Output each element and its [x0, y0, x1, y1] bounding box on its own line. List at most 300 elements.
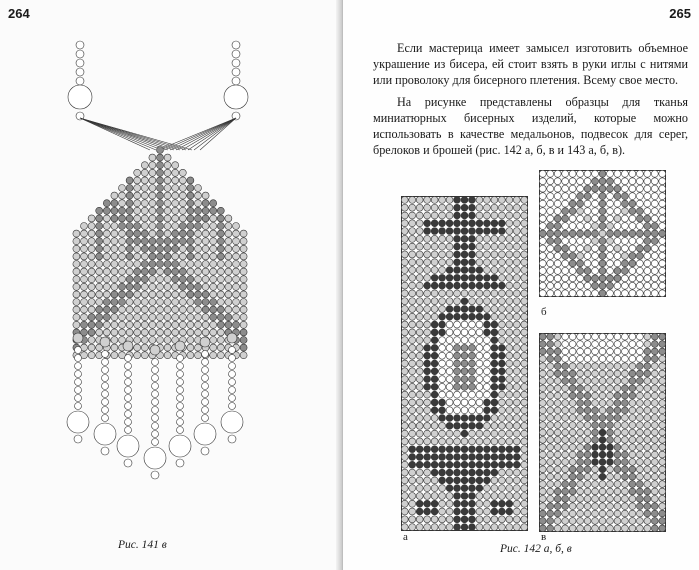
- bead: [659, 290, 666, 297]
- bead: [126, 329, 133, 336]
- bead: [569, 267, 576, 274]
- bead: [651, 363, 658, 370]
- bead: [439, 477, 446, 484]
- bead: [469, 267, 476, 274]
- bead: [569, 200, 576, 207]
- bead: [506, 493, 513, 500]
- bead: [659, 488, 666, 495]
- bead: [554, 429, 561, 436]
- bead: [491, 204, 498, 211]
- bead: [498, 313, 505, 320]
- bead: [584, 400, 591, 407]
- bead: [614, 378, 621, 385]
- bead: [81, 223, 88, 230]
- bead: [225, 230, 232, 237]
- bead: [498, 461, 505, 468]
- bead: [636, 429, 643, 436]
- bead: [577, 378, 584, 385]
- bead: [439, 368, 446, 375]
- bead: [461, 329, 468, 336]
- bead: [424, 352, 431, 359]
- bead: [539, 341, 546, 348]
- bead: [225, 238, 232, 245]
- bead: [149, 291, 156, 298]
- bead: [88, 314, 95, 321]
- bead: [476, 298, 483, 305]
- bead: [614, 481, 621, 488]
- bead: [461, 352, 468, 359]
- bead: [401, 477, 408, 484]
- bead: [439, 298, 446, 305]
- bead: [521, 461, 528, 468]
- bead: [96, 268, 103, 275]
- bead: [179, 306, 186, 313]
- bead: [88, 238, 95, 245]
- bead: [157, 207, 164, 214]
- bead: [225, 253, 232, 260]
- bead: [164, 253, 171, 260]
- bead: [179, 169, 186, 176]
- bead: [454, 422, 461, 429]
- bead: [454, 438, 461, 445]
- bead: [513, 376, 520, 383]
- bead: [439, 508, 446, 515]
- bead: [569, 290, 576, 297]
- bead: [96, 291, 103, 298]
- bead: [498, 235, 505, 242]
- bead: [454, 477, 461, 484]
- bead: [644, 422, 651, 429]
- bead: [562, 488, 569, 495]
- bead: [506, 477, 513, 484]
- bead: [431, 344, 438, 351]
- bead: [636, 252, 643, 259]
- bead: [599, 503, 606, 510]
- bead: [521, 204, 528, 211]
- bead: [599, 170, 606, 177]
- bead: [409, 524, 416, 531]
- bead: [217, 215, 224, 222]
- bead: [202, 299, 209, 306]
- bead: [599, 363, 606, 370]
- bead: [599, 495, 606, 502]
- bead: [513, 267, 520, 274]
- bead: [584, 525, 591, 532]
- bead: [506, 298, 513, 305]
- bead: [513, 306, 520, 313]
- bead: [221, 411, 243, 433]
- bead: [102, 407, 109, 414]
- bead: [409, 352, 416, 359]
- page-number-left: 264: [8, 6, 30, 21]
- bead: [539, 444, 546, 451]
- bead: [149, 329, 156, 336]
- bead: [483, 259, 490, 266]
- bead: [491, 360, 498, 367]
- bead: [569, 451, 576, 458]
- bead: [607, 488, 614, 495]
- bead: [607, 503, 614, 510]
- bead: [599, 518, 606, 525]
- bead: [431, 461, 438, 468]
- bead: [424, 368, 431, 375]
- bead: [622, 355, 629, 362]
- bead: [607, 400, 614, 407]
- bead: [562, 495, 569, 502]
- bead: [179, 253, 186, 260]
- bead: [491, 415, 498, 422]
- bead: [607, 245, 614, 252]
- bead: [401, 461, 408, 468]
- bead: [446, 235, 453, 242]
- bead: [498, 337, 505, 344]
- bead: [513, 383, 520, 390]
- bead: [498, 267, 505, 274]
- bead: [134, 276, 141, 283]
- bead: [476, 235, 483, 242]
- bead: [547, 422, 554, 429]
- bead: [562, 245, 569, 252]
- bead: [607, 473, 614, 480]
- bead: [644, 193, 651, 200]
- bead: [506, 204, 513, 211]
- bead: [141, 169, 148, 176]
- bead: [562, 200, 569, 207]
- bead: [622, 341, 629, 348]
- bead: [476, 360, 483, 367]
- bead: [461, 430, 468, 437]
- bead: [629, 185, 636, 192]
- bead: [506, 407, 513, 414]
- bead: [225, 321, 232, 328]
- bead: [599, 407, 606, 414]
- bead: [454, 446, 461, 453]
- bead: [409, 368, 416, 375]
- bead: [554, 238, 561, 245]
- bead: [172, 215, 179, 222]
- bead: [476, 204, 483, 211]
- bead: [401, 485, 408, 492]
- bead: [119, 230, 126, 237]
- bead: [644, 459, 651, 466]
- bead: [636, 267, 643, 274]
- bead: [225, 268, 232, 275]
- bead: [446, 337, 453, 344]
- bead: [659, 355, 666, 362]
- bead: [592, 466, 599, 473]
- bead: [233, 321, 240, 328]
- bead: [592, 223, 599, 230]
- bead: [483, 438, 490, 445]
- bead: [592, 238, 599, 245]
- bead: [592, 260, 599, 267]
- bead: [446, 243, 453, 250]
- bead: [416, 415, 423, 422]
- bead: [629, 392, 636, 399]
- bead: [513, 352, 520, 359]
- bead: [454, 329, 461, 336]
- body-text: [373, 40, 688, 164]
- bead: [599, 282, 606, 289]
- bead: [119, 261, 126, 268]
- bead: [179, 200, 186, 207]
- bead: [149, 314, 156, 321]
- bead: [554, 223, 561, 230]
- paragraph: На рисунке представлены образцы для тканья миниатюрных бисерных изделий, которые можно использовать в качестве медальонов, подвесок для серег, брелоков и брошей (рис. 142 а, б, в и 143 а, б, в).: [373, 95, 688, 157]
- bead: [461, 446, 468, 453]
- bead: [584, 238, 591, 245]
- bead: [498, 391, 505, 398]
- bead: [409, 500, 416, 507]
- bead: [202, 192, 209, 199]
- bead: [469, 337, 476, 344]
- bead: [152, 383, 159, 390]
- necklace-pattern-figure: [0, 0, 343, 530]
- bead: [195, 344, 202, 351]
- bead: [446, 383, 453, 390]
- bead: [195, 314, 202, 321]
- bead: [210, 291, 217, 298]
- bead: [102, 351, 109, 358]
- bead: [81, 306, 88, 313]
- bead: [469, 360, 476, 367]
- bead: [469, 376, 476, 383]
- bead: [562, 215, 569, 222]
- bead: [476, 485, 483, 492]
- bead: [149, 200, 156, 207]
- bead: [416, 508, 423, 515]
- bead: [416, 235, 423, 242]
- bead: [73, 230, 80, 237]
- bead: [636, 510, 643, 517]
- bead: [491, 446, 498, 453]
- bead: [554, 370, 561, 377]
- bead: [81, 245, 88, 252]
- bead: [103, 314, 110, 321]
- bead: [599, 392, 606, 399]
- bead: [416, 298, 423, 305]
- bead: [88, 344, 95, 351]
- bead: [81, 238, 88, 245]
- bead: [119, 185, 126, 192]
- bead: [521, 399, 528, 406]
- bead: [513, 204, 520, 211]
- bead: [621, 185, 628, 192]
- bead: [144, 447, 166, 469]
- bead: [454, 461, 461, 468]
- bead: [513, 415, 520, 422]
- bead: [569, 230, 576, 237]
- bead: [607, 385, 614, 392]
- bead: [644, 518, 651, 525]
- bead: [483, 477, 490, 484]
- bead: [584, 459, 591, 466]
- bead: [424, 376, 431, 383]
- bead: [621, 178, 628, 185]
- bead: [569, 481, 576, 488]
- bead: [124, 459, 132, 467]
- bead: [476, 446, 483, 453]
- bead: [476, 267, 483, 274]
- bead: [621, 223, 628, 230]
- bead: [454, 500, 461, 507]
- bead: [483, 422, 490, 429]
- bead: [157, 291, 164, 298]
- bead: [461, 274, 468, 281]
- bead: [521, 360, 528, 367]
- bead: [409, 508, 416, 515]
- bead: [513, 430, 520, 437]
- bead: [622, 495, 629, 502]
- bead: [240, 329, 247, 336]
- bead: [439, 516, 446, 523]
- bead: [592, 170, 599, 177]
- bead: [636, 200, 643, 207]
- bead: [217, 238, 224, 245]
- bead: [416, 422, 423, 429]
- bead: [562, 341, 569, 348]
- bead: [491, 383, 498, 390]
- bead: [454, 391, 461, 398]
- bead: [416, 274, 423, 281]
- bead: [506, 446, 513, 453]
- bead: [134, 245, 141, 252]
- bead: [416, 352, 423, 359]
- bead: [202, 238, 209, 245]
- bead: [469, 368, 476, 375]
- bead: [172, 192, 179, 199]
- bead: [179, 283, 186, 290]
- bead: [195, 215, 202, 222]
- bead: [539, 245, 546, 252]
- bead: [141, 352, 148, 359]
- bead: [217, 291, 224, 298]
- bead: [172, 283, 179, 290]
- bead: [539, 230, 546, 237]
- bead: [469, 407, 476, 414]
- bead: [233, 283, 240, 290]
- bead: [446, 454, 453, 461]
- bead: [210, 245, 217, 252]
- bead: [506, 461, 513, 468]
- bead: [240, 337, 247, 344]
- bead: [172, 329, 179, 336]
- bead: [651, 215, 658, 222]
- bead: [539, 385, 546, 392]
- bead: [446, 228, 453, 235]
- bead: [446, 469, 453, 476]
- bead: [210, 321, 217, 328]
- bead: [592, 503, 599, 510]
- bead: [483, 454, 490, 461]
- bead: [172, 276, 179, 283]
- bead: [73, 253, 80, 260]
- bead: [483, 212, 490, 219]
- bead: [554, 444, 561, 451]
- bead: [622, 348, 629, 355]
- bead: [240, 352, 247, 359]
- bead: [111, 253, 118, 260]
- bead: [521, 391, 528, 398]
- bead: [123, 341, 133, 351]
- bead: [461, 235, 468, 242]
- bead: [81, 276, 88, 283]
- bead: [483, 243, 490, 250]
- bead: [119, 192, 126, 199]
- bead: [636, 363, 643, 370]
- bead: [644, 178, 651, 185]
- bead: [562, 290, 569, 297]
- bead: [554, 333, 561, 340]
- bead: [461, 399, 468, 406]
- bead: [607, 170, 614, 177]
- bead: [547, 473, 554, 480]
- bead: [521, 298, 528, 305]
- bead: [210, 337, 217, 344]
- bead: [141, 238, 148, 245]
- bead: [629, 488, 636, 495]
- bead: [554, 414, 561, 421]
- bead: [81, 230, 88, 237]
- bead: [636, 230, 643, 237]
- bead: [644, 341, 651, 348]
- bead: [179, 321, 186, 328]
- bead: [401, 220, 408, 227]
- bead: [202, 223, 209, 230]
- bead: [622, 525, 629, 532]
- bead: [134, 291, 141, 298]
- bead: [96, 253, 103, 260]
- bead: [469, 220, 476, 227]
- bead: [151, 471, 159, 479]
- bead: [172, 169, 179, 176]
- bead: [103, 238, 110, 245]
- bead: [584, 466, 591, 473]
- bead: [461, 298, 468, 305]
- bead: [483, 282, 490, 289]
- bead: [636, 414, 643, 421]
- bead: [461, 282, 468, 289]
- bead: [134, 215, 141, 222]
- bead: [476, 454, 483, 461]
- bead: [651, 488, 658, 495]
- bead: [569, 503, 576, 510]
- bead: [409, 243, 416, 250]
- bead: [454, 516, 461, 523]
- bead: [506, 469, 513, 476]
- bead: [225, 291, 232, 298]
- bead: [177, 419, 184, 426]
- bead: [461, 524, 468, 531]
- bead: [164, 306, 171, 313]
- bead: [621, 200, 628, 207]
- bead: [439, 251, 446, 258]
- bead: [584, 341, 591, 348]
- bead: [491, 196, 498, 203]
- bead: [461, 204, 468, 211]
- bead: [584, 170, 591, 177]
- bead: [577, 444, 584, 451]
- bead: [506, 415, 513, 422]
- bead: [651, 170, 658, 177]
- bead: [431, 360, 438, 367]
- bead: [424, 516, 431, 523]
- bead: [584, 385, 591, 392]
- bead: [614, 238, 621, 245]
- bead: [521, 376, 528, 383]
- bead: [229, 379, 236, 386]
- bead: [513, 243, 520, 250]
